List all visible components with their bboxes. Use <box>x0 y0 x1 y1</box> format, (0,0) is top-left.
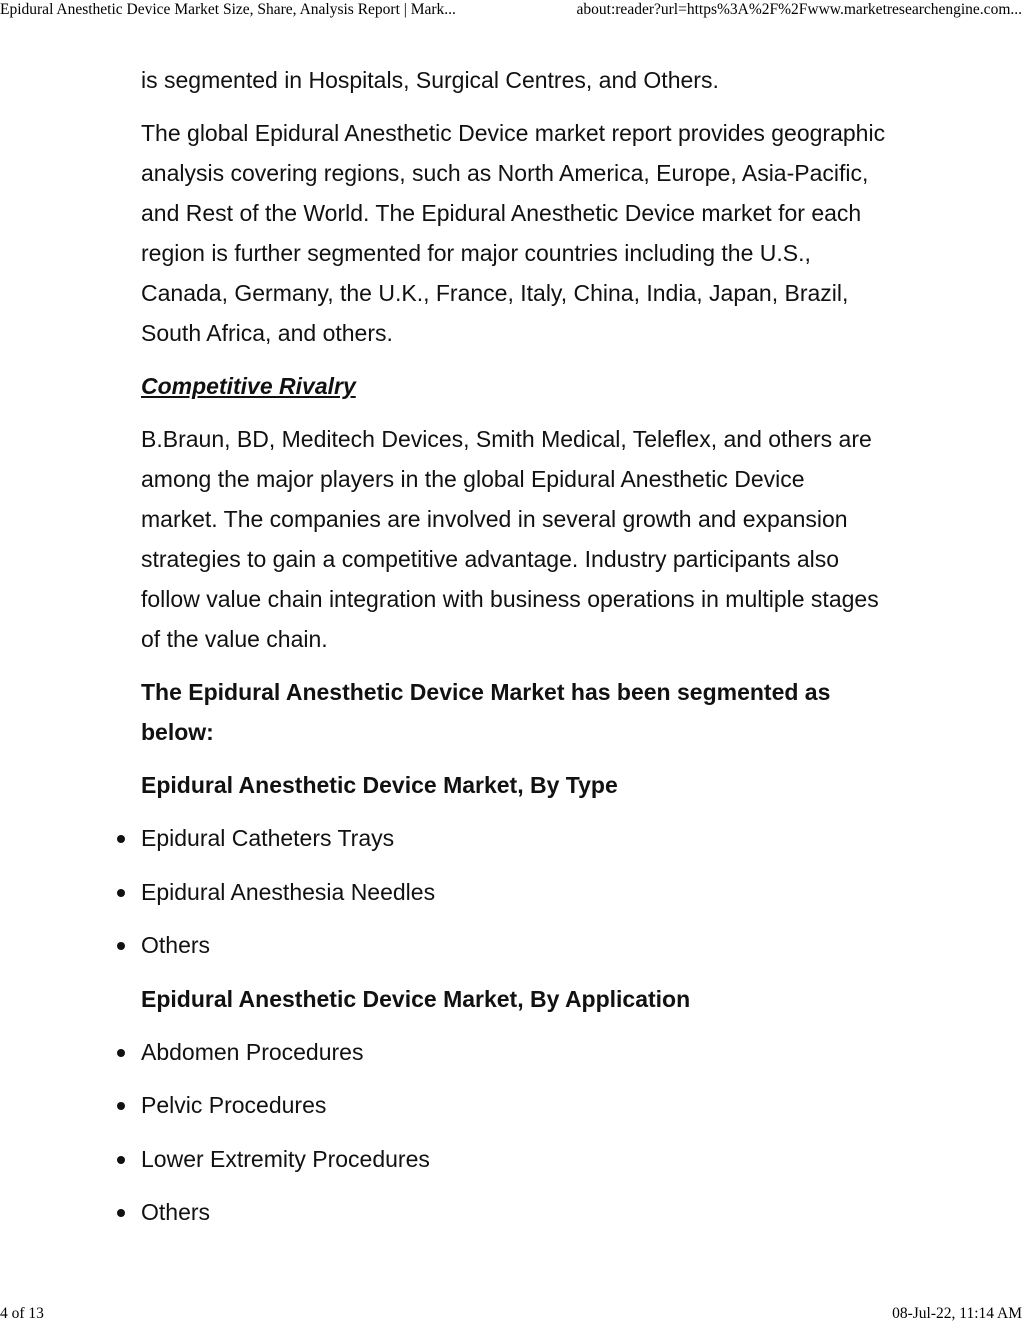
bullet-icon <box>117 942 125 950</box>
list-item-label: Epidural Anesthesia Needles <box>141 878 436 905</box>
bullet-icon <box>117 889 125 897</box>
list-item-label: Pelvic Procedures <box>141 1092 327 1118</box>
list-item-label: Epidural Catheters Trays <box>141 825 395 851</box>
page-url: about:reader?url=https%3A%2F%2Fwww.marketresearchengine.com... <box>576 1 1022 18</box>
competitive-rivalry-paragraph: B.Braun, BD, Meditech Devices, Smith Medical, Teleflex, and others are among the major players in the global Epidural Anesthetic Device market. The companies are involved in several growth and expansion strategies to gain a competitive advantage. Industry participants also follow value chain integration with business operations in multiple stages of the value chain. <box>141 426 879 652</box>
page-number: 4 of 13 <box>0 1305 44 1322</box>
list-item <box>141 872 886 912</box>
bullet-icon <box>117 1209 125 1217</box>
list-item-label: Abdomen Procedures <box>141 1038 364 1065</box>
competitive-rivalry-heading: Competitive Rivalry <box>141 373 356 399</box>
list-item-label: Lower Extremity Procedures <box>141 1145 430 1172</box>
by-application-list <box>141 1032 886 1233</box>
print-footer <box>0 1305 1024 1325</box>
list-item <box>141 1192 886 1232</box>
page-title: Epidural Anesthetic Device Market Size, Share, Analysis Report | Mark... <box>0 1 456 18</box>
bullet-icon <box>117 1156 125 1164</box>
geographic-analysis-paragraph: The global Epidural Anesthetic Device market report provides geographic analysis covering regions, such as North America, Europe, Asia-Pacific, and Rest of the World. The Epidural Anesthetic Device market for each region is further segmented for major countries including the U.S., Canada, Germany, the U.K., France, Italy, China, India, Japan, Brazil, South Africa, and others. <box>141 120 886 346</box>
intro-tail-paragraph: is segmented in Hospitals, Surgical Centres, and Others. <box>141 67 719 93</box>
print-timestamp: 08-Jul-22, 11:14 AM <box>892 1305 1022 1322</box>
article-body <box>141 60 886 1246</box>
by-application-heading: Epidural Anesthetic Device Market, By Application <box>141 985 691 1012</box>
list-item-label: Others <box>141 932 211 958</box>
bullet-icon <box>117 1102 125 1110</box>
by-type-list <box>141 818 886 965</box>
list-item <box>141 1139 886 1179</box>
list-item-label: Others <box>141 1199 211 1225</box>
by-type-heading: Epidural Anesthetic Device Market, By Type <box>141 772 618 798</box>
list-item <box>141 925 886 965</box>
print-header <box>0 0 1024 22</box>
bullet-icon <box>117 1049 125 1057</box>
segmentation-heading: The Epidural Anesthetic Device Market has been segmented as below: <box>141 679 831 745</box>
list-item <box>141 1032 886 1072</box>
list-item <box>141 818 886 858</box>
list-item <box>141 1085 886 1125</box>
bullet-icon <box>117 835 125 843</box>
